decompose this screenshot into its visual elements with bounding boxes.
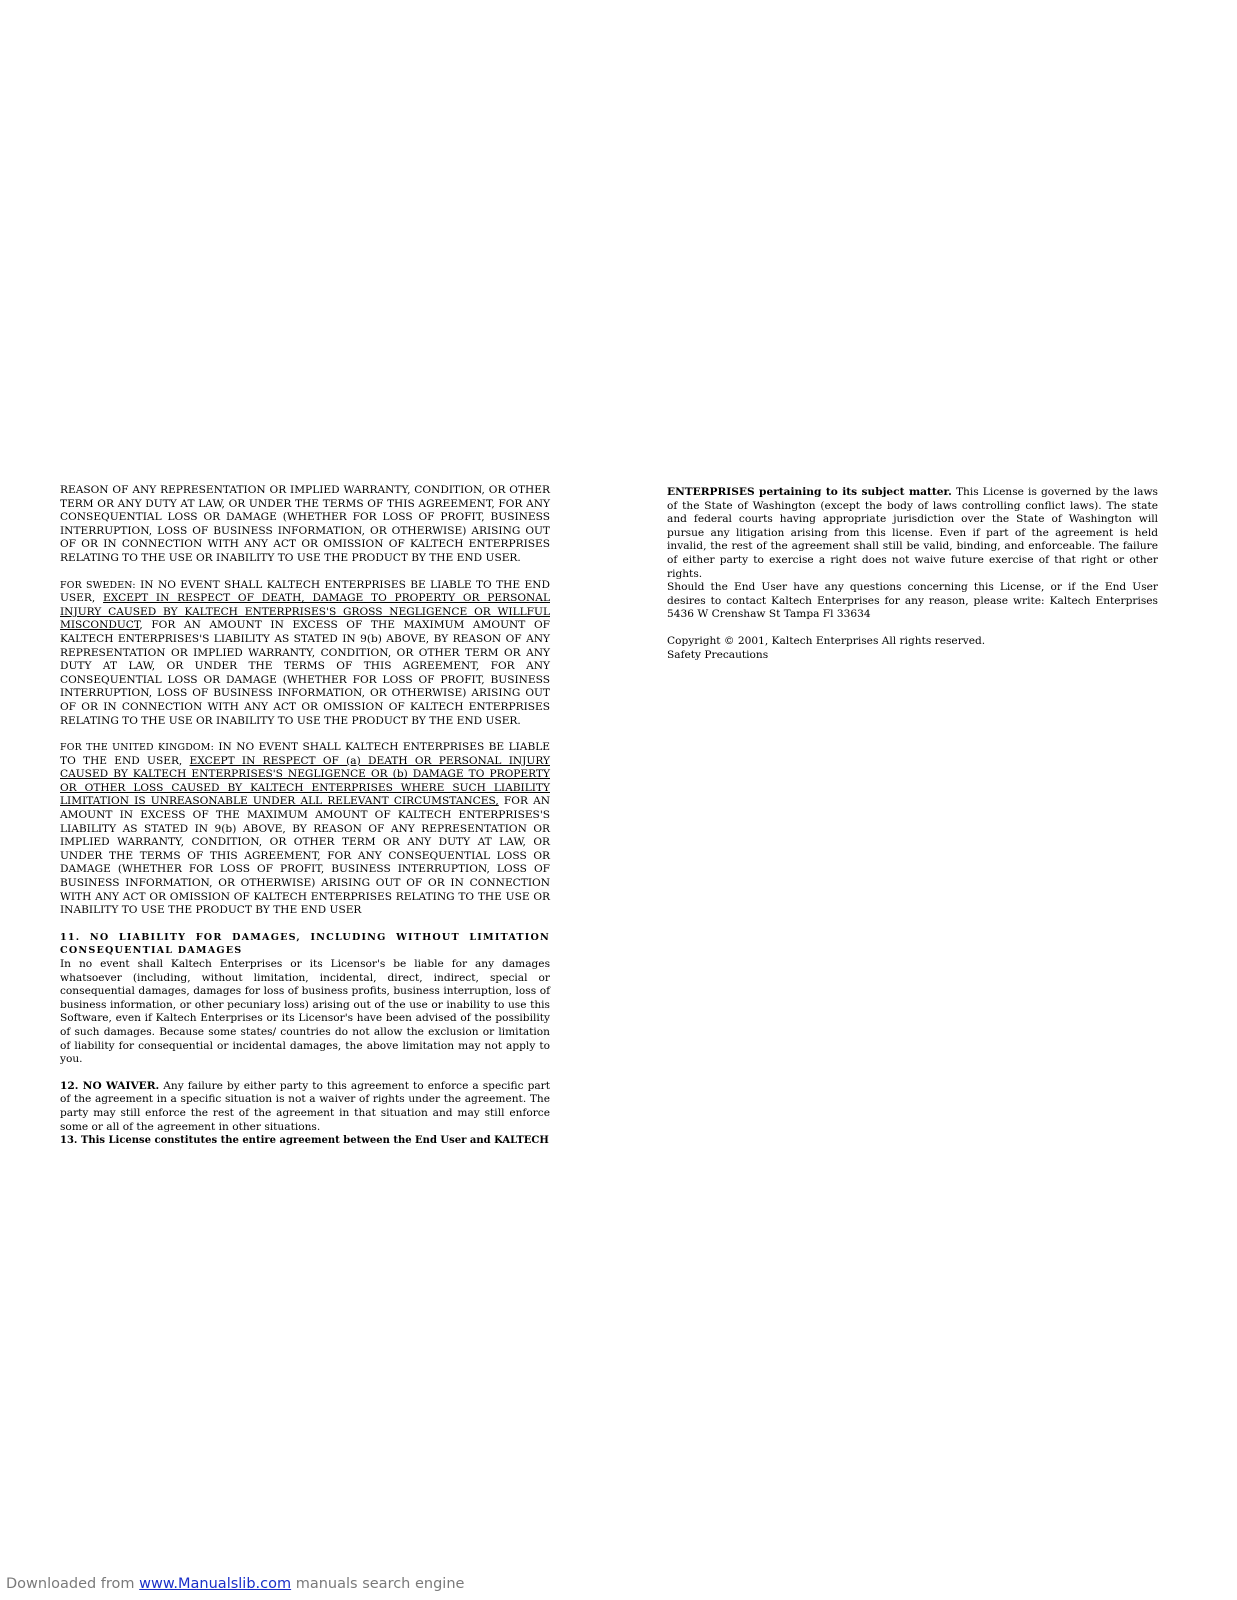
copyright-line: Copyright © 2001, Kaltech Enterprises All rights reserved. xyxy=(667,634,986,647)
download-footer xyxy=(6,1576,464,1592)
sweden-text-a: IN NO EVENT SHALL KALTECH ENTERPRISES BE LIABLE TO THE END USER, xyxy=(60,578,550,605)
governing-law-bold: ENTERPRISES pertaining to its subject matter. xyxy=(667,486,952,498)
sweden-label: FOR SWEDEN: xyxy=(60,579,136,591)
section-13-heading: 13. This License constitutes the entire agreement between the End User and KALTECH xyxy=(60,1135,549,1147)
section-11-heading: 11. NO LIABILITY FOR DAMAGES, INCLUDING WITHOUT LIMITATION CONSEQUENTIAL DAMAGES xyxy=(60,931,550,957)
spacer xyxy=(667,622,1158,635)
liability-paragraph: REASON OF ANY REPRESENTATION OR IMPLIED WARRANTY, CONDITION, OR OTHER TERM OR ANY DUTY AT LAW, OR UNDER THE TERMS OF THIS AGREEMENT, FOR ANY CONSEQUENTIAL LOSS OR DAMAGE (WHETHER FOR LOSS OF PROFIT, BUSINESS INTERRUPTION, LOSS OF BUSINESS INFORMATION, OR OTHERWISE) ARISING OUT OF OR IN CONNECTION WITH ANY ACT OR OMISSION OF KALTECH ENTERPRISES RELATING TO THE USE OR INABILITY TO USE THE PRODUCT BY THE END USER. xyxy=(60,484,550,564)
spacer xyxy=(60,728,550,741)
footer-suffix: manuals search engine xyxy=(291,1576,465,1592)
spacer xyxy=(60,918,550,931)
footer-prefix: Downloaded from xyxy=(6,1576,140,1592)
spacer xyxy=(60,1067,550,1080)
spacer xyxy=(60,566,550,579)
sweden-text-b: , FOR AN AMOUNT IN EXCESS OF THE MAXIMUM AMOUNT OF KALTECH ENTERPRISES'S LIABILITY AS STATED IN 9(b) ABOVE, BY REASON OF ANY REPRESENTATION OR IMPLIED WARRANTY, CONDITION, OR OTHER TERM OR ANY DUTY AT LAW, OR UNDER THE TERMS OF THIS AGREEMENT, FOR ANY CONSEQUENTIAL LOSS OR DAMAGE (WHETHER FOR LOSS OF PROFIT, BUSINESS INTERRUPTION, LOSS OF BUSINESS INFORMATION, OR OTHERWISE) ARISING OUT OF OR IN CONNECTION WITH ANY ACT OR OMISSION OF KALTECH ENTERPRISES RELATING TO THE USE OR INABILITY TO USE THE PRODUCT BY THE END USER. xyxy=(60,619,550,727)
section-12-heading: 12. NO WAIVER. xyxy=(60,1079,160,1092)
sweden-underlined-text: EXCEPT IN RESPECT OF DEATH, DAMAGE TO PROPERTY OR PERSONAL INJURY CAUSED BY KALTECH ENTERPRISES'S GROSS NEGLIGENCE OR WILLFUL MISCONDUCT xyxy=(60,592,550,632)
uk-text-a: IN NO EVENT SHALL KALTECH ENTERPRISES BE LIABLE TO THE END USER, xyxy=(60,741,550,767)
uk-label: FOR THE UNITED KINGDOM: xyxy=(60,742,214,754)
left-column xyxy=(60,484,550,1148)
contact-paragraph: Should the End User have any questions concerning this License, or if the End User desires to contact Kaltech Enterprises for any reason, please write: Kaltech Enterprises 5436 W Crenshaw St Tampa Fl 33634 xyxy=(667,581,1158,621)
section-12-body: Any failure by either party to this agreement to enforce a specific part of the agreement in a specific situation is not a waiver of rights under the agreement. The party may still enforce the rest of the agreement in that situation and may still enforce some or all of the agreement in other situations. xyxy=(60,1079,550,1133)
manualslib-link[interactable]: www.Manualslib.com xyxy=(139,1576,292,1592)
uk-text-b: FOR AN AMOUNT IN EXCESS OF THE MAXIMUM AMOUNT OF KALTECH ENTERPRISES'S LIABILITY AS STATED IN 9(b) ABOVE, BY REASON OF ANY REPRESENTATION OR IMPLIED WARRANTY, CONDITION, OR OTHER TERM OR ANY DUTY AT LAW, OR UNDER THE TERMS OF THIS AGREEMENT, FOR ANY CONSEQUENTIAL LOSS OR DAMAGE (WHETHER FOR LOSS OF PROFIT, BUSINESS INTERRUPTION, LOSS OF BUSINESS INFORMATION, OR OTHERWISE) ARISING OUT OF OR IN CONNECTION WITH ANY ACT OR OMISSION OF KALTECH ENTERPRISES RELATING TO THE USE OR INABILITY TO USE THE PRODUCT BY THE END USER xyxy=(60,795,551,917)
uk-underlined-text: EXCEPT IN RESPECT OF (a) DEATH OR PERSONAL INJURY CAUSED BY KALTECH ENTERPRISES'S NEGLIGENCE OR (b) DAMAGE TO PROPERTY OR OTHER LOSS CAUSED BY KALTECH ENTERPRISES WHERE SUCH LIABILITY LIMITATION IS UNREASONABLE UNDER ALL RELEVANT CIRCUMSTANCES, xyxy=(60,754,550,808)
section-12-paragraph xyxy=(60,1080,550,1134)
safety-precautions-line: Safety Precautions xyxy=(667,648,769,661)
right-column xyxy=(667,486,1158,662)
sweden-paragraph xyxy=(60,579,550,729)
governing-law-paragraph xyxy=(667,486,1158,581)
section-11-body: In no event shall Kaltech Enterprises or its Licensor's be liable for any damages whatsoever (including, without limitation, incidental, direct, indirect, special or consequential damages, damages for loss of business profits, business interruption, loss of business information, or other pecuniary loss) arising out of the use or inability to use this Software, even if Kaltech Enterprises or its Licensor's have been advised of the possibility of such damages. Because some states/ countries do not allow the exclusion or limitation of liability for consequential or incidental damages, the above limitation may not apply to you. xyxy=(60,958,550,1066)
uk-paragraph xyxy=(60,741,550,918)
governing-law-body: This License is governed by the laws of the State of Washington (except the body of laws controlling conflict laws). The state and federal courts having appropriate jurisdiction over the State of Washington will pursue any litigation arising from this license. Even if part of the agreement is held invalid, the rest of the agreement shall still be valid, binding, and enforceable. The failure of either party to exercise a right does not waive future exercise of that right or other rights. xyxy=(667,486,1158,580)
